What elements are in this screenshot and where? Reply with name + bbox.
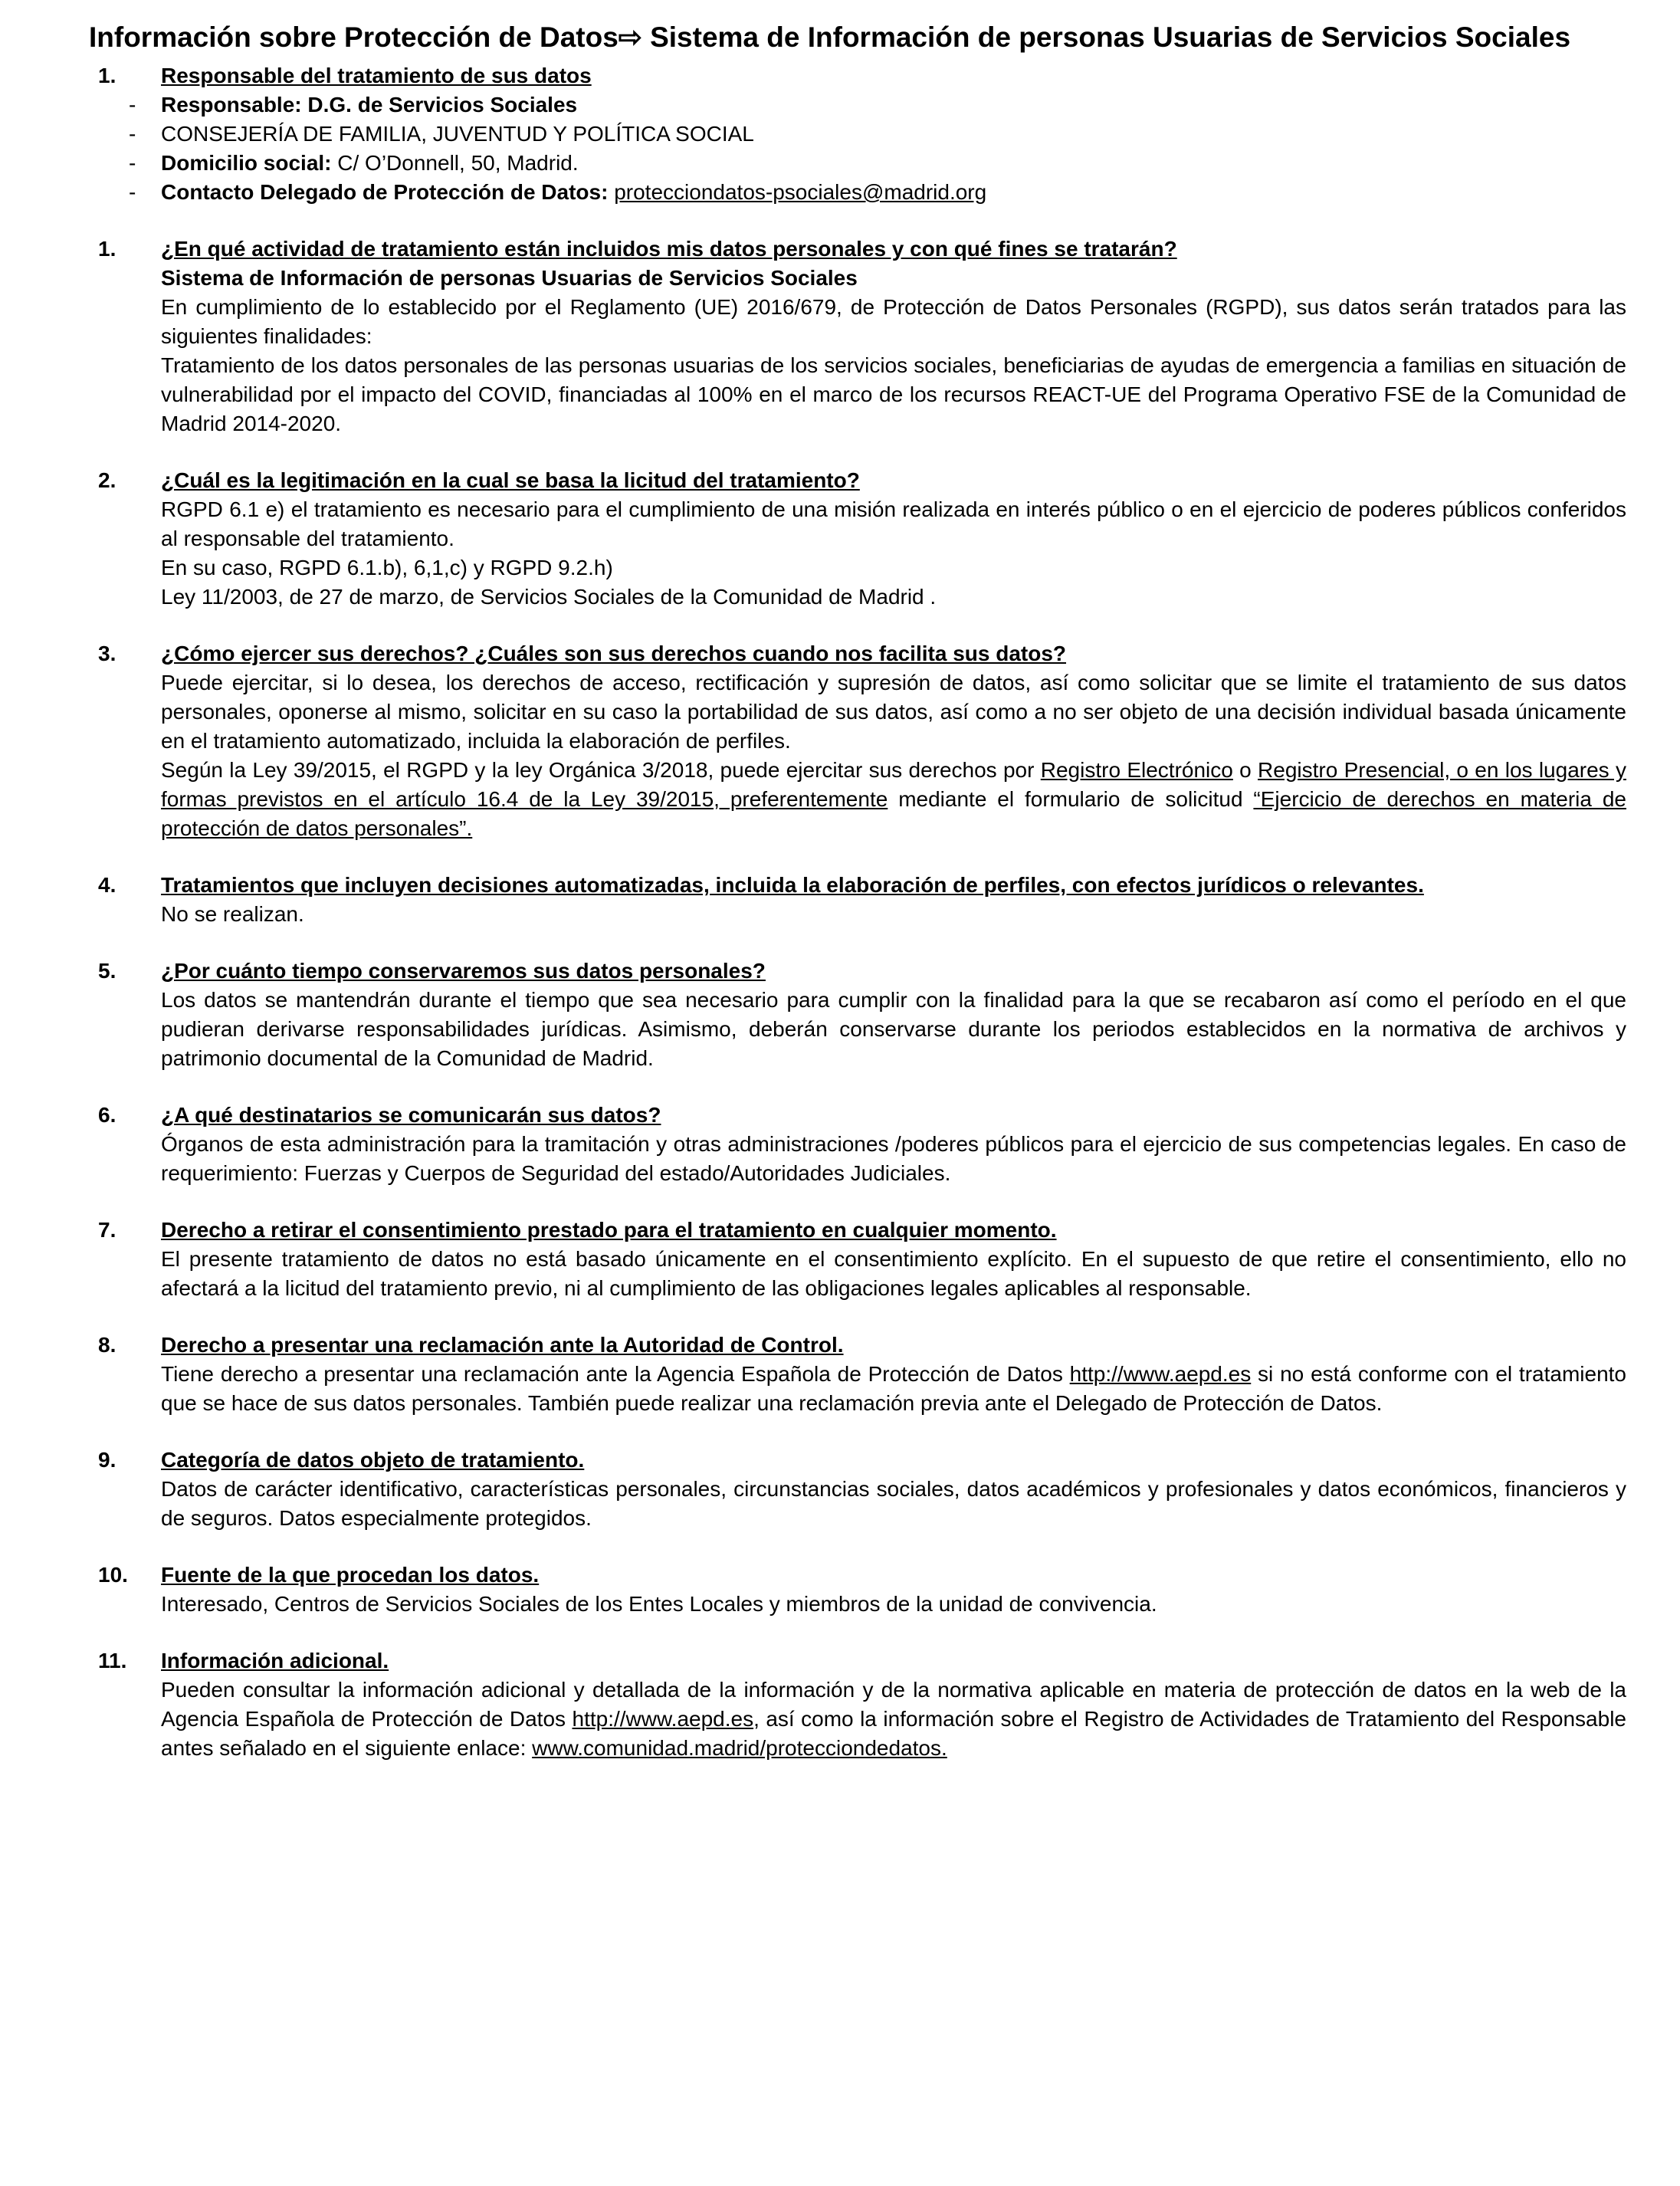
paragraph: RGPD 6.1 e) el tratamiento es necesario para el cumplimiento de una misión realizada en interés público o en el ejercicio de poderes públicos conferidos al responsable del tratamiento. <box>161 497 1626 550</box>
paragraph: En cumplimiento de lo establecido por el Reglamento (UE) 2016/679, de Protección de Datos Personales (RGPD), sus datos serán tratados para las siguientes finalidades: <box>161 295 1626 348</box>
text-run: Según la Ley 39/2015, el RGPD y la ley Orgánica 3/2018, puede ejercitar sus derechos por <box>161 758 1041 782</box>
text-run: , así como la información sobre el Registro de Actividades de Tratamiento del Responsable antes señalado en el siguiente enlace: <box>161 1707 1626 1760</box>
text-run: Tiene derecho a presentar una reclamación ante la Agencia Española de Protección de Datos <box>161 1362 1070 1386</box>
paragraph: Ley 11/2003, de 27 de marzo, de Servicios Sociales de la Comunidad de Madrid . <box>161 585 937 609</box>
section-responsable <box>89 61 1626 207</box>
link-registro-electronico[interactable]: Registro Electrónico <box>1040 758 1233 782</box>
section-informacion-adicional <box>89 1646 1626 1763</box>
section-number: 1. <box>98 64 116 87</box>
section-decisiones-automatizadas <box>89 871 1626 929</box>
text-run: si no está conforme con el tratamiento que se hace de sus datos personales. También puede realizar una reclamación previa ante el Delegado de Protección de Datos. <box>161 1362 1627 1415</box>
link-aepd[interactable]: http://www.aepd.es <box>1069 1362 1252 1386</box>
section-heading: ¿Cómo ejercer sus derechos? ¿Cuáles son sus derechos cuando nos facilita sus datos? <box>161 642 1067 665</box>
section-number: 3. <box>98 642 116 665</box>
paragraph: En su caso, RGPD 6.1.b), 6,1,c) y RGPD 9.2.h) <box>161 556 613 579</box>
dash-bullet: - <box>129 93 136 117</box>
section-number: 11. <box>98 1649 127 1672</box>
dash-bullet: - <box>129 151 136 175</box>
list-item-domicilio <box>129 149 1626 178</box>
list-item-responsable-nombre <box>129 90 1626 120</box>
section-heading: Categoría de datos objeto de tratamiento. <box>161 1448 585 1472</box>
section-legitimacion <box>89 466 1626 612</box>
section-heading: Información adicional. <box>161 1649 389 1672</box>
list-item-consejeria <box>129 120 1626 149</box>
section-number: 7. <box>98 1218 116 1242</box>
section-heading: ¿Cuál es la legitimación en la cual se basa la licitud del tratamiento? <box>161 468 860 492</box>
section-heading: ¿Por cuánto tiempo conservaremos sus datos personales? <box>161 959 766 983</box>
section-categoria-datos <box>89 1446 1626 1533</box>
section-number: 8. <box>98 1333 116 1357</box>
document-title: Información sobre Protección de Datos⇨ Sistema de Información de personas Usuarias de Servicios Sociales <box>89 21 1571 53</box>
consejeria-texto: CONSEJERÍA DE FAMILIA, JUVENTUD Y POLÍTICA SOCIAL <box>161 122 754 146</box>
section-retirar-consentimiento <box>89 1216 1626 1303</box>
section-reclamacion-autoridad-control <box>89 1331 1626 1418</box>
paragraph: Datos de carácter identificativo, características personales, circunstancias sociales, datos académicos y profesionales y datos económicos, financieros y de seguros. Datos especialmente protegidos. <box>161 1477 1626 1530</box>
paragraph: Los datos se mantendrán durante el tiempo que sea necesario para cumplir con la finalidad para la que se recabaron así como el período en el que pudieran derivarse responsabilidades jurídicas. Asimismo, deberán conservarse durante los periodos establecidos en la normativa de archivos y patrimonio documental de la Comunidad de Madrid. <box>161 988 1626 1070</box>
link-comunidad-madrid-proteccion-datos[interactable]: www.comunidad.madrid/protecciondedatos. <box>532 1736 947 1760</box>
contacto-dpd-etiqueta: Contacto Delegado de Protección de Datos: <box>161 180 615 204</box>
paragraph: Órganos de esta administración para la tramitación y otras administraciones /poderes públicos para el ejercicio de sus competencias legales. En caso de requerimiento: Fuerzas y Cuerpos de Seguridad del estado/Autoridades Judiciales. <box>161 1132 1626 1185</box>
paragraph: Interesado, Centros de Servicios Sociales de los Entes Locales y miembros de la unidad de convivencia. <box>161 1592 1157 1616</box>
section-heading: ¿En qué actividad de tratamiento están incluidos mis datos personales y con qué fines se tratarán? <box>161 237 1177 261</box>
section-fuente-datos <box>89 1561 1626 1619</box>
section-number: 9. <box>98 1448 116 1472</box>
subheading-sistema-informacion: Sistema de Información de personas Usuarias de Servicios Sociales <box>161 266 858 290</box>
domicilio-valor: C/ O’Donnell, 50, Madrid. <box>331 151 579 175</box>
text-run: o <box>1232 758 1258 782</box>
link-registro-presencial[interactable]: Registro Presencial, o en los lugares y formas previstos en el artículo 16.4 de la Ley 39/2015, preferentemente <box>161 758 1626 811</box>
section-destinatarios <box>89 1101 1626 1188</box>
paragraph: El presente tratamiento de datos no está basado únicamente en el consentimiento explícito. En el supuesto de que retire el consentimiento, ello no afectará a la licitud del tratamiento previo, ni al cumplimiento de las obligaciones legales aplicables al responsable. <box>161 1247 1626 1300</box>
text-run: Pueden consultar la información adicional y detallada de la información y de la normativa aplicable en materia de protección de datos en la web de la Agencia Española de Protección de Datos <box>161 1678 1626 1731</box>
section-heading: Tratamientos que incluyen decisiones automatizadas, incluida la elaboración de perfiles, con efectos jurídicos o relevantes. <box>161 873 1424 897</box>
paragraph <box>161 1360 1626 1418</box>
section-conservacion-datos <box>89 957 1626 1073</box>
dash-bullet: - <box>129 122 136 146</box>
text-run: mediante el formulario de solicitud <box>888 787 1254 811</box>
paragraph <box>161 756 1626 843</box>
paragraph <box>161 1676 1626 1763</box>
section-number: 2. <box>98 468 116 492</box>
section-heading: Fuente de la que procedan los datos. <box>161 1563 540 1587</box>
section-number: 5. <box>98 959 116 983</box>
domicilio-etiqueta: Domicilio social: <box>161 151 332 175</box>
link-aepd[interactable]: http://www.aepd.es <box>572 1707 754 1731</box>
section-derechos <box>89 639 1626 843</box>
section-heading: Derecho a presentar una reclamación ante la Autoridad de Control. <box>161 1333 844 1357</box>
link-formulario-ejercicio-derechos[interactable]: “Ejercicio de derechos en materia de protección de datos personales”. <box>161 787 1626 840</box>
section-heading: Responsable del tratamiento de sus datos <box>161 64 592 87</box>
dash-bullet: - <box>129 180 136 204</box>
section-heading: ¿A qué destinatarios se comunicarán sus datos? <box>161 1103 661 1127</box>
paragraph: Tratamiento de los datos personales de las personas usuarias de los servicios sociales, beneficiarias de ayudas de emergencia a familias en situación de vulnerabilidad por el impacto del COVID, financiadas al 100% en el marco de los recursos REACT-UE del Programa Operativo FSE de la Comunidad de Madrid 2014-2020. <box>161 353 1626 435</box>
responsable-nombre: Responsable: D.G. de Servicios Sociales <box>161 93 578 117</box>
paragraph: No se realizan. <box>161 902 304 926</box>
section-number: 4. <box>98 873 116 897</box>
section-number: 1. <box>98 237 116 261</box>
email-link[interactable]: protecciondatos-psociales@madrid.org <box>614 180 987 204</box>
section-number: 6. <box>98 1103 116 1127</box>
section-actividad-tratamiento <box>89 235 1626 438</box>
list-item-contacto-dpd <box>129 178 1626 207</box>
paragraph: Puede ejercitar, si lo desea, los derechos de acceso, rectificación y supresión de datos, así como solicitar que se limite el tratamiento de sus datos personales, oponerse al mismo, solicitar en su caso la portabilidad de sus datos, así como a no ser objeto de una decisión individual basada únicamente en el tratamiento automatizado, incluida la elaboración de perfiles. <box>161 671 1626 753</box>
section-number: 10. <box>98 1563 128 1587</box>
section-heading: Derecho a retirar el consentimiento prestado para el tratamiento en cualquier momento. <box>161 1218 1057 1242</box>
